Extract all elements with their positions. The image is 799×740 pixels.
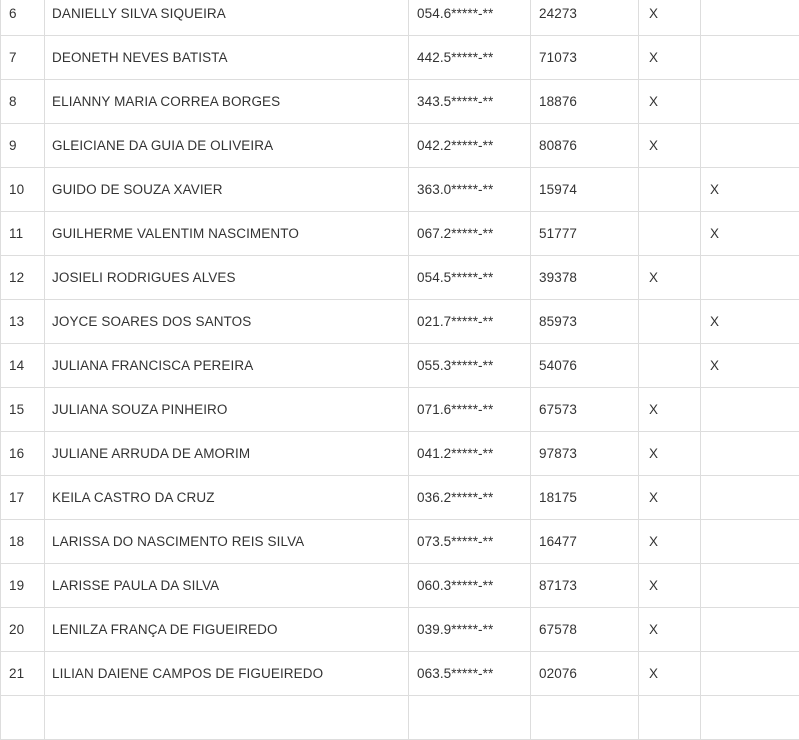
inscription-number: 39378: [531, 256, 639, 300]
candidate-name: JULIANA FRANCISCA PEREIRA: [45, 344, 409, 388]
table-row: [1, 476, 799, 520]
cpf-masked: 054.5*****-**: [409, 256, 531, 300]
row-number: 19: [1, 564, 45, 608]
inscription-number: 51777: [531, 212, 639, 256]
mark-column-a: [639, 344, 701, 388]
inscription-number: 87173: [531, 564, 639, 608]
inscription-number: 02076: [531, 652, 639, 696]
cpf-masked: 071.6*****-**: [409, 388, 531, 432]
mark-column-a: X: [639, 608, 701, 652]
table-row: [1, 36, 799, 80]
table-row: [1, 80, 799, 124]
cpf-masked: 063.5*****-**: [409, 652, 531, 696]
cpf-masked: 067.2*****-**: [409, 212, 531, 256]
candidate-name: JULIANE ARRUDA DE AMORIM: [45, 432, 409, 476]
row-number: 20: [1, 608, 45, 652]
table-row: [1, 344, 799, 388]
inscription-number: 67573: [531, 388, 639, 432]
row-number: [1, 696, 45, 740]
mark-column-b: [701, 608, 799, 652]
mark-column-a: X: [639, 388, 701, 432]
candidate-name: JOSIELI RODRIGUES ALVES: [45, 256, 409, 300]
inscription-number: 18876: [531, 80, 639, 124]
mark-column-b: [701, 124, 799, 168]
row-number: 16: [1, 432, 45, 476]
cpf-masked: 073.5*****-**: [409, 520, 531, 564]
inscription-number: 67578: [531, 608, 639, 652]
row-number: 21: [1, 652, 45, 696]
table-row: [1, 124, 799, 168]
mark-column-b: [701, 696, 799, 740]
candidate-name: JULIANA SOUZA PINHEIRO: [45, 388, 409, 432]
inscription-number: 80876: [531, 124, 639, 168]
mark-column-a: [639, 212, 701, 256]
mark-column-a: X: [639, 124, 701, 168]
candidate-name: GLEICIANE DA GUIA DE OLIVEIRA: [45, 124, 409, 168]
inscription-number: 71073: [531, 36, 639, 80]
row-number: 12: [1, 256, 45, 300]
inscription-number: 15974: [531, 168, 639, 212]
candidate-name: GUIDO DE SOUZA XAVIER: [45, 168, 409, 212]
candidate-name: ELIANNY MARIA CORREA BORGES: [45, 80, 409, 124]
cpf-masked: 343.5*****-**: [409, 80, 531, 124]
inscription-number: 97873: [531, 432, 639, 476]
candidate-name: KEILA CASTRO DA CRUZ: [45, 476, 409, 520]
mark-column-b: [701, 432, 799, 476]
table-row: [1, 432, 799, 476]
candidate-name: DANIELLY SILVA SIQUEIRA: [45, 0, 409, 36]
cpf-masked: 036.2*****-**: [409, 476, 531, 520]
inscription-number: 18175: [531, 476, 639, 520]
candidate-name: GUILHERME VALENTIM NASCIMENTO: [45, 212, 409, 256]
mark-column-b: [701, 652, 799, 696]
table-row: [1, 0, 799, 36]
candidate-name: DEONETH NEVES BATISTA: [45, 36, 409, 80]
mark-column-a: X: [639, 432, 701, 476]
cpf-masked: [409, 696, 531, 740]
inscription-number: 24273: [531, 0, 639, 36]
mark-column-a: [639, 168, 701, 212]
mark-column-a: X: [639, 520, 701, 564]
row-number: 13: [1, 300, 45, 344]
mark-column-b: [701, 388, 799, 432]
row-number: 11: [1, 212, 45, 256]
row-number: 15: [1, 388, 45, 432]
candidate-name: LARISSA DO NASCIMENTO REIS SILVA: [45, 520, 409, 564]
row-number: 6: [1, 0, 45, 36]
candidate-name: JOYCE SOARES DOS SANTOS: [45, 300, 409, 344]
cpf-masked: 021.7*****-**: [409, 300, 531, 344]
table-row: [1, 696, 799, 740]
mark-column-a: [639, 300, 701, 344]
mark-column-b: X: [701, 344, 799, 388]
inscription-number: 54076: [531, 344, 639, 388]
row-number: 9: [1, 124, 45, 168]
table-row: [1, 212, 799, 256]
candidate-name: [45, 696, 409, 740]
candidate-name: LARISSE PAULA DA SILVA: [45, 564, 409, 608]
table-row: [1, 388, 799, 432]
mark-column-b: [701, 520, 799, 564]
table-row: [1, 564, 799, 608]
mark-column-b: [701, 80, 799, 124]
inscription-number: [531, 696, 639, 740]
row-number: 17: [1, 476, 45, 520]
cpf-masked: 055.3*****-**: [409, 344, 531, 388]
row-number: 14: [1, 344, 45, 388]
table-row: [1, 256, 799, 300]
table-row: [1, 652, 799, 696]
mark-column-b: X: [701, 168, 799, 212]
mark-column-a: X: [639, 36, 701, 80]
mark-column-b: [701, 0, 799, 36]
mark-column-a: X: [639, 80, 701, 124]
inscription-number: 85973: [531, 300, 639, 344]
inscription-number: 16477: [531, 520, 639, 564]
mark-column-a: X: [639, 0, 701, 36]
mark-column-a: [639, 696, 701, 740]
row-number: 18: [1, 520, 45, 564]
mark-column-b: [701, 256, 799, 300]
mark-column-b: X: [701, 212, 799, 256]
table-row: [1, 168, 799, 212]
cpf-masked: 054.6*****-**: [409, 0, 531, 36]
table-row: [1, 300, 799, 344]
cpf-masked: 042.2*****-**: [409, 124, 531, 168]
candidate-name: LENILZA FRANÇA DE FIGUEIREDO: [45, 608, 409, 652]
cpf-masked: 060.3*****-**: [409, 564, 531, 608]
mark-column-b: [701, 36, 799, 80]
cpf-masked: 039.9*****-**: [409, 608, 531, 652]
row-number: 7: [1, 36, 45, 80]
mark-column-b: X: [701, 300, 799, 344]
mark-column-a: X: [639, 476, 701, 520]
row-number: 8: [1, 80, 45, 124]
mark-column-a: X: [639, 652, 701, 696]
row-number: 10: [1, 168, 45, 212]
mark-column-b: [701, 476, 799, 520]
cpf-masked: 041.2*****-**: [409, 432, 531, 476]
table-row: [1, 520, 799, 564]
table-body: [1, 0, 799, 740]
mark-column-b: [701, 564, 799, 608]
mark-column-a: X: [639, 256, 701, 300]
cpf-masked: 442.5*****-**: [409, 36, 531, 80]
cpf-masked: 363.0*****-**: [409, 168, 531, 212]
candidate-name: LILIAN DAIENE CAMPOS DE FIGUEIREDO: [45, 652, 409, 696]
table-row: [1, 608, 799, 652]
mark-column-a: X: [639, 564, 701, 608]
